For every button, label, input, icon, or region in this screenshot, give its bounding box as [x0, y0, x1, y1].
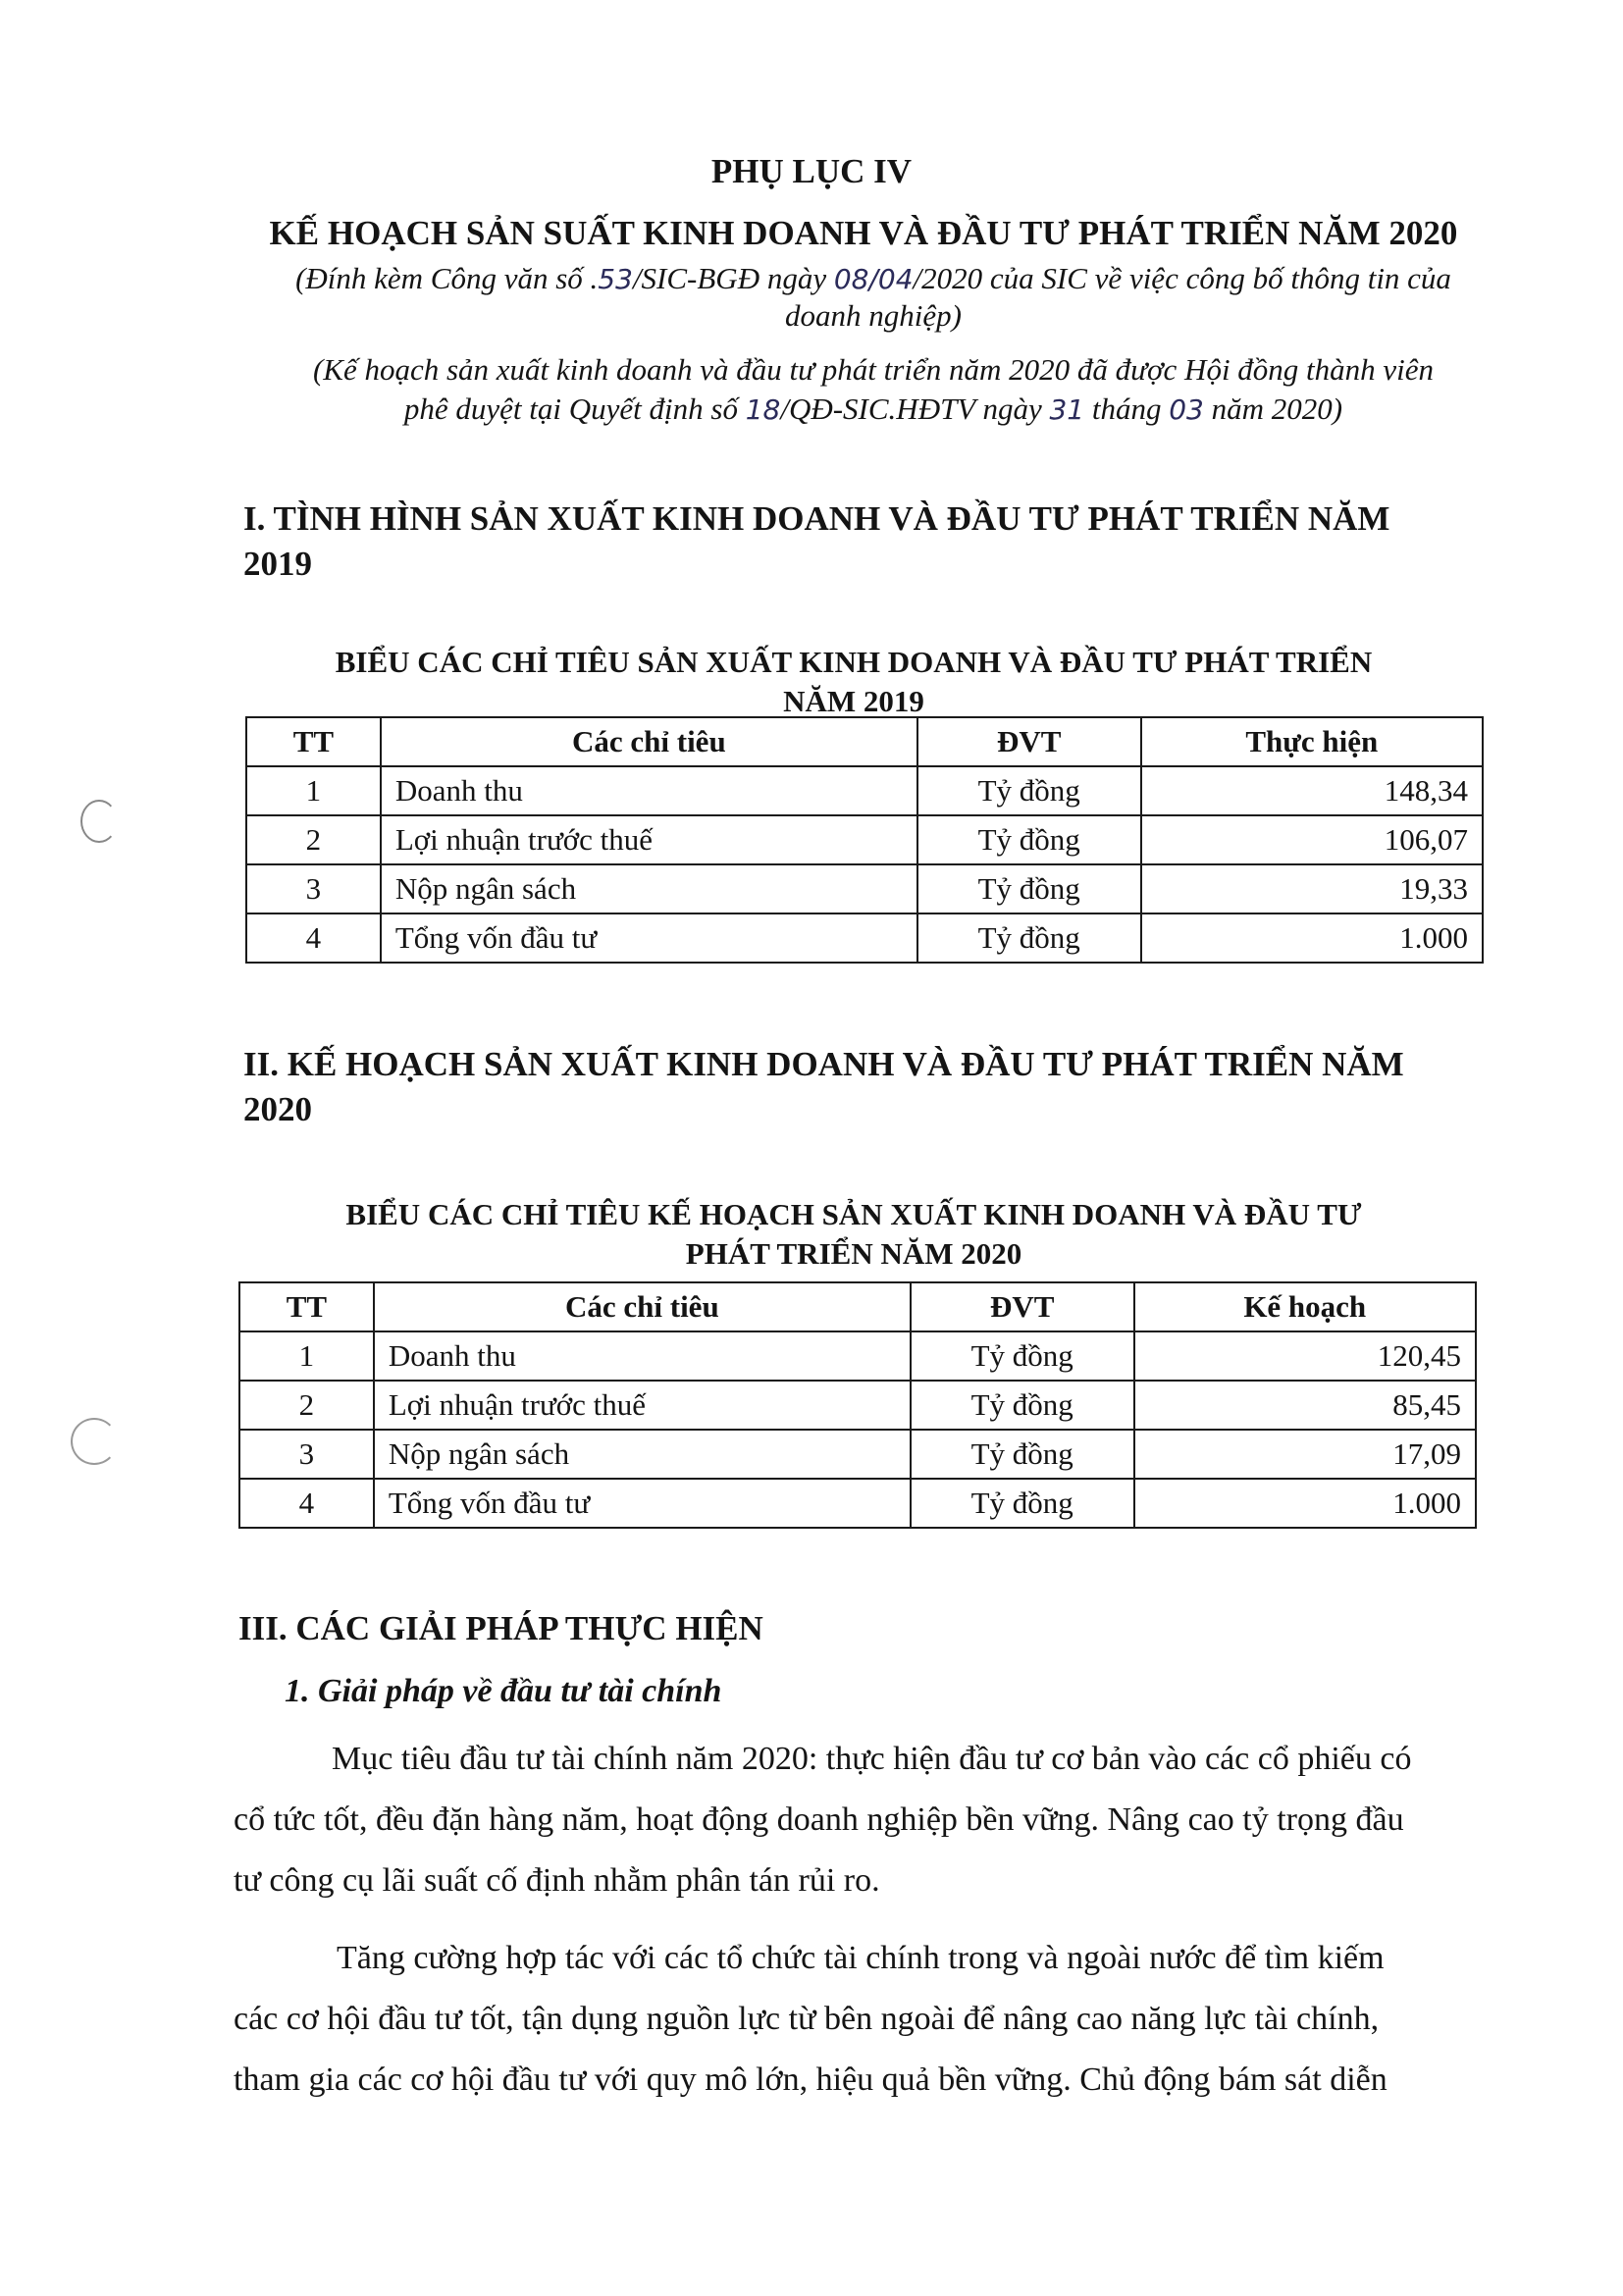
cell-indicator: Tổng vốn đầu tư: [374, 1479, 911, 1528]
cell-tt: 4: [246, 913, 381, 963]
table-header-row: [246, 717, 1483, 766]
handwritten-decision-number: 18: [745, 393, 781, 426]
table-row: [246, 913, 1483, 963]
cell-value: 106,07: [1141, 815, 1483, 864]
cell-unit: Tỷ đồng: [911, 1479, 1134, 1528]
paragraph-2-line3: tham gia các cơ hội đầu tư với quy mô lớn, hiệu quả bền vững. Chủ động bám sát diễn: [234, 2061, 1387, 2098]
table-2020-plan: [238, 1281, 1477, 1529]
table-row: [239, 1430, 1476, 1479]
document-title: KẾ HOẠCH SẢN SUẤT KINH DOANH VÀ ĐẦU TƯ PHÁT TRIỂN NĂM 2020: [269, 214, 1458, 252]
section1-heading-line2: 2019: [243, 545, 312, 583]
appendix-title: PHỤ LỤC IV: [710, 152, 913, 190]
cell-tt: 4: [239, 1479, 374, 1528]
approval-note-text-b: /QĐ-SIC.HĐTV ngày: [780, 391, 1050, 426]
cell-value: 1.000: [1134, 1479, 1476, 1528]
cell-indicator: Nộp ngân sách: [381, 864, 917, 913]
paragraph-1: [234, 1729, 1490, 1911]
cell-value: 17,09: [1134, 1430, 1476, 1479]
cell-unit: Tỷ đồng: [911, 1331, 1134, 1381]
section2-heading: [243, 1042, 1480, 1132]
handwritten-decision-day: 31: [1049, 393, 1085, 426]
handwritten-document-number: 53: [598, 263, 633, 295]
handwritten-document-date: 08/04: [833, 263, 914, 295]
section3-subheading: 1. Giải pháp về đầu tư tài chính: [285, 1673, 722, 1709]
table-row: [239, 1381, 1476, 1430]
punch-hole-mark-bottom: [71, 1418, 118, 1465]
section1-table-title: [265, 643, 1442, 721]
table-2019-results: [245, 716, 1484, 964]
approval-note-text-c: tháng: [1084, 391, 1170, 426]
paragraph-2-line1: Tăng cường hợp tác với các tổ chức tài chính trong và ngoài nước để tìm kiếm: [337, 1940, 1385, 1976]
cell-tt: 3: [239, 1430, 374, 1479]
approval-note-line1: (Kế hoạch sản xuất kinh doanh và đầu tư phát triển năm 2020 đã được Hội đồng thành viên: [312, 352, 1435, 387]
cell-tt: 2: [239, 1381, 374, 1430]
cell-indicator: Nộp ngân sách: [374, 1430, 911, 1479]
paragraph-1-line3: tư công cụ lãi suất cố định nhằm phân tán rủi ro.: [234, 1862, 880, 1899]
cell-indicator: Lợi nhuận trước thuế: [381, 815, 917, 864]
cell-tt: 2: [246, 815, 381, 864]
cell-unit: Tỷ đồng: [917, 815, 1141, 864]
cell-tt: 1: [239, 1331, 374, 1381]
table-row: [239, 1479, 1476, 1528]
section2-heading-line2: 2020: [243, 1090, 312, 1128]
cell-unit: Tỷ đồng: [917, 913, 1141, 963]
table-header-row: [239, 1282, 1476, 1331]
section1-table-title-line1: BIỂU CÁC CHỈ TIÊU SẢN XUẤT KINH DOANH VÀ ĐẦU TƯ PHÁT TRIỂN: [335, 645, 1373, 679]
section2-table-title-line2: PHÁT TRIỂN NĂM 2020: [685, 1236, 1022, 1271]
table-row: [246, 766, 1483, 815]
column-header-unit: ĐVT: [917, 717, 1141, 766]
attachment-note-text-a: (Đính kèm Công văn số .: [295, 261, 599, 295]
column-header-actual: Thực hiện: [1141, 717, 1483, 766]
section2-table-title-line1: BIỂU CÁC CHỈ TIÊU KẾ HOẠCH SẢN XUẤT KINH DOANH VÀ ĐẦU TƯ: [345, 1197, 1362, 1231]
cell-unit: Tỷ đồng: [911, 1381, 1134, 1430]
column-header-tt: TT: [239, 1282, 374, 1331]
paragraph-2: [234, 1928, 1490, 2111]
table-row: [246, 864, 1483, 913]
cell-value: 19,33: [1141, 864, 1483, 913]
cell-value: 148,34: [1141, 766, 1483, 815]
approval-note-line2: [236, 388, 1511, 432]
column-header-tt: TT: [246, 717, 381, 766]
attachment-note-line2: doanh nghiệp): [785, 298, 962, 333]
cell-unit: Tỷ đồng: [911, 1430, 1134, 1479]
column-header-plan: Kế hoạch: [1134, 1282, 1476, 1331]
cell-value: 120,45: [1134, 1331, 1476, 1381]
attachment-note-text-c: /2020 của SIC về việc công bố thông tin của: [913, 261, 1451, 295]
section3-heading: III. CÁC GIẢI PHÁP THỰC HIỆN: [238, 1609, 763, 1647]
paragraph-1-line2: cổ tức tốt, đều đặn hàng năm, hoạt động doanh nghiệp bền vững. Nâng cao tỷ trọng đầu: [234, 1801, 1404, 1838]
table-row: [246, 815, 1483, 864]
column-header-indicator: Các chỉ tiêu: [381, 717, 917, 766]
section2-heading-line1: II. KẾ HOẠCH SẢN XUẤT KINH DOANH VÀ ĐẦU TƯ PHÁT TRIỂN NĂM: [243, 1045, 1404, 1083]
cell-indicator: Doanh thu: [381, 766, 917, 815]
cell-tt: 1: [246, 766, 381, 815]
section1-heading: [243, 496, 1480, 587]
section2-table-title: [265, 1195, 1442, 1274]
approval-note-text-a: phê duyệt tại Quyết định số: [403, 391, 746, 426]
table-row: [239, 1331, 1476, 1381]
attachment-note-text-b: /SIC-BGĐ ngày: [632, 261, 834, 295]
cell-indicator: Doanh thu: [374, 1331, 911, 1381]
cell-tt: 3: [246, 864, 381, 913]
section1-table-title-line2: NĂM 2019: [783, 684, 924, 718]
cell-indicator: Tổng vốn đầu tư: [381, 913, 917, 963]
paragraph-1-line1: Mục tiêu đầu tư tài chính năm 2020: thực hiện đầu tư cơ bản vào các cổ phiếu có: [332, 1741, 1412, 1777]
approval-note-text-d: năm 2020): [1203, 391, 1343, 426]
handwritten-decision-month: 03: [1169, 393, 1204, 426]
paragraph-2-line2: các cơ hội đầu tư tốt, tận dụng nguồn lực từ bên ngoài để nâng cao năng lực tài chính,: [234, 2001, 1380, 2037]
cell-unit: Tỷ đồng: [917, 766, 1141, 815]
cell-unit: Tỷ đồng: [917, 864, 1141, 913]
punch-hole-mark-top: [80, 800, 118, 843]
cell-value: 85,45: [1134, 1381, 1476, 1430]
cell-indicator: Lợi nhuận trước thuế: [374, 1381, 911, 1430]
section1-heading-line1: I. TÌNH HÌNH SẢN XUẤT KINH DOANH VÀ ĐẦU TƯ PHÁT TRIỂN NĂM: [243, 499, 1390, 538]
column-header-unit: ĐVT: [911, 1282, 1134, 1331]
cell-value: 1.000: [1141, 913, 1483, 963]
column-header-indicator: Các chỉ tiêu: [374, 1282, 911, 1331]
